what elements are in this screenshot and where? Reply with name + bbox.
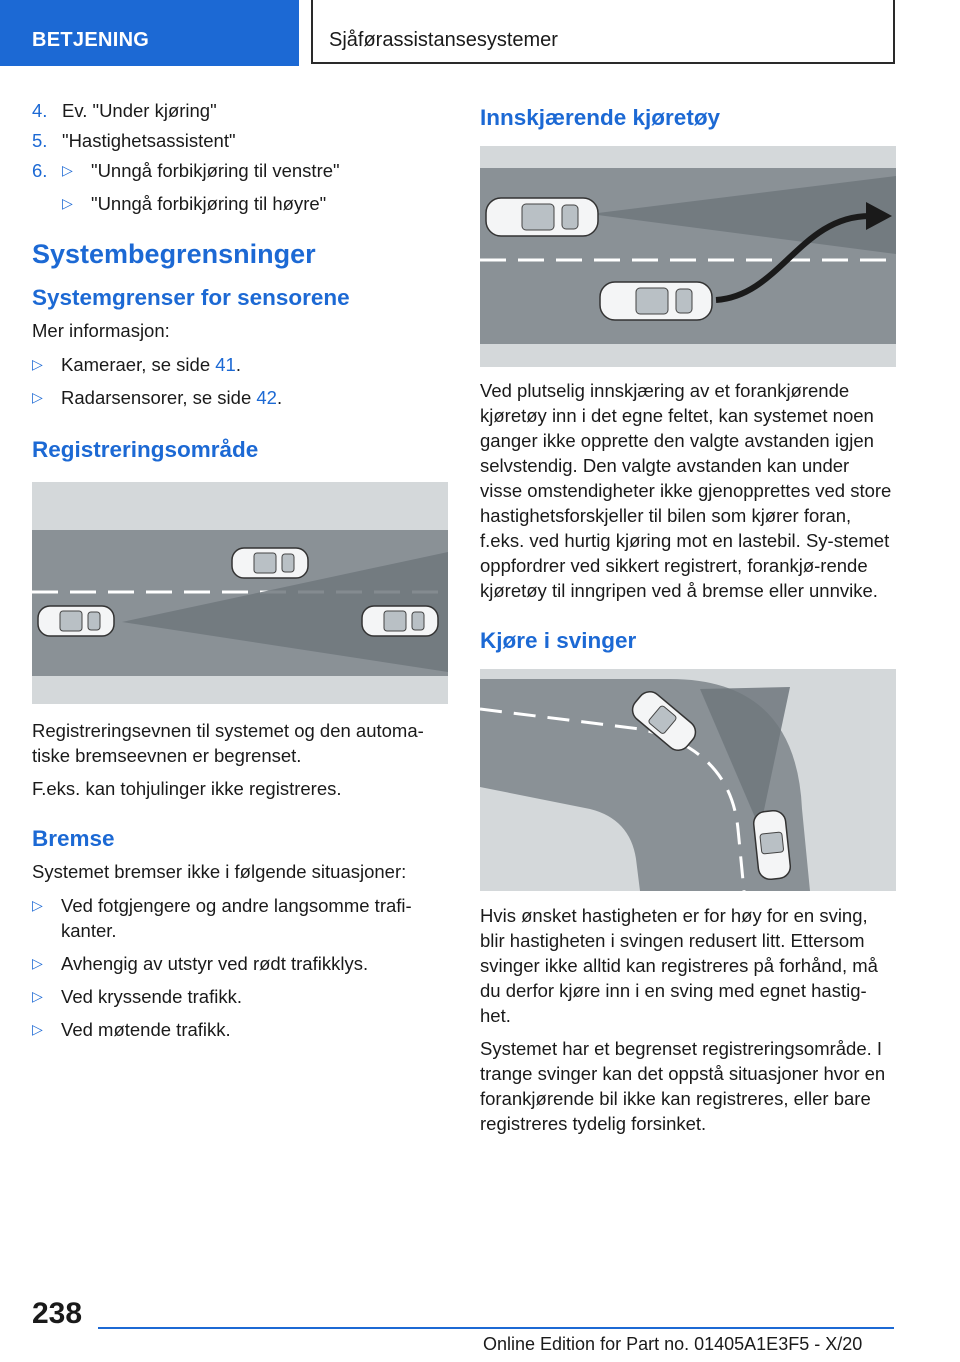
cut-in-paragraph: Ved plutselig innskjæring av et forankjørende kjøretøy inn i det egne feltet, kan systemet noen ganger ikke opprette den valgte avstanden igjen selvstendig. Den valgte avstanden kan under visse omstendigheter ikke gjenopprettes ved store hastighetsforskjeller til bilen som kjører foran, f.eks. ved hurtig kjøring mot en lastebil. Sy-stemet oppfordrer ved sikkert registrert, forankjø-rende kjøretøy til inngripen ved å bremse eller unnvike. (480, 380, 892, 601)
car-icon (38, 606, 114, 636)
triangle-bullet-icon: ▷ (62, 195, 73, 211)
range-paragraph: F.eks. kan tohjulinger ikke registreres. (32, 778, 342, 799)
sub-bullet (62, 158, 448, 183)
item-text: Avhengig av utstyr ved rødt trafikklys. (61, 953, 369, 974)
more-info-text: Mer informasjon: (32, 320, 170, 341)
item-text: "Unngå forbikjøring til høyre" (91, 193, 327, 214)
section-tab: BETJENING (0, 0, 299, 66)
triangle-bullet-icon: ▷ (62, 162, 73, 178)
left-column (32, 98, 448, 1050)
car-icon (232, 548, 308, 578)
car-icon (486, 198, 598, 236)
heading-cut-in: Innskjærende kjøretøy (480, 105, 721, 130)
triangle-bullet-icon: ▷ (32, 897, 43, 913)
detection-range-figure (32, 482, 448, 704)
list-item (32, 385, 448, 410)
list-item (32, 984, 448, 1009)
cut-in-figure (480, 146, 896, 367)
car-icon (753, 810, 792, 881)
item-text: Ved fotgjengere og andre langsomme trafi-kanter. (61, 895, 412, 941)
list-item (32, 1017, 448, 1042)
list-item (32, 951, 448, 976)
footer-divider (98, 1327, 894, 1329)
list-item (32, 893, 448, 943)
car-icon (362, 606, 438, 636)
item-text: Ved møtende trafikk. (61, 1019, 231, 1040)
page-number: 238 (32, 1297, 83, 1330)
list-item (32, 98, 448, 123)
range-paragraph: Registreringsevnen til systemet og den automa-tiske bremseevnen er begrenset. (32, 720, 424, 766)
triangle-bullet-icon: ▷ (32, 1021, 43, 1037)
heading-detection-range: Registreringsområde (32, 437, 259, 462)
item-text: Kameraer, se side (61, 354, 216, 375)
heading-system-limits: Systembegrensninger (32, 239, 316, 269)
item-text: "Unngå forbikjøring til venstre" (91, 160, 340, 181)
curve-figure (480, 669, 896, 891)
sub-bullet (62, 191, 448, 216)
right-column (480, 104, 896, 1144)
curve-paragraph: Systemet har et begrenset registreringsområde. I trange svinger kan det oppstå situasjoner hvor en forankjørende bil ikke kan registreres, eller bare registreres tydelig forsinket. (480, 1038, 886, 1134)
heading-brake: Bremse (32, 826, 115, 851)
page-link[interactable]: 41 (215, 354, 236, 375)
car-icon (600, 282, 712, 320)
list-item (32, 158, 448, 216)
list-item (32, 352, 448, 377)
triangle-bullet-icon: ▷ (32, 955, 43, 971)
item-text: Ev. "Under kjøring" (62, 100, 217, 121)
triangle-bullet-icon: ▷ (32, 356, 43, 372)
heading-curves: Kjøre i svinger (480, 628, 637, 653)
period: . (235, 354, 241, 375)
item-text: Radarsensorer, se side (61, 387, 257, 408)
item-text: "Hastighetsassistent" (62, 130, 236, 151)
period: . (276, 387, 283, 408)
heading-sensor-limits: Systemgrenser for sensorene (32, 285, 350, 310)
triangle-bullet-icon: ▷ (32, 389, 43, 405)
edition-text: Online Edition for Part no. 01405A1E3F5 - X/20 (483, 1334, 863, 1354)
item-number: 4. (32, 100, 48, 121)
chapter-title: Sjåførassistansesystemer (311, 0, 895, 64)
item-text: Ved kryssende trafikk. (61, 986, 242, 1007)
item-number: 6. (32, 160, 48, 181)
list-item (32, 128, 448, 153)
curve-paragraph: Hvis ønsket hastigheten er for høy for en sving, blir hastigheten i svingen redusert litt. Ettersom svinger ikke alltid kan registreres på forhånd, må du derfor kjøre inn i en sving med egnet hastig-het. (480, 905, 878, 1026)
brake-intro: Systemet bremser ikke i følgende situasjoner: (32, 861, 407, 882)
triangle-bullet-icon: ▷ (32, 988, 43, 1004)
item-number: 5. (32, 130, 48, 151)
page-link[interactable]: 42 (256, 387, 277, 408)
